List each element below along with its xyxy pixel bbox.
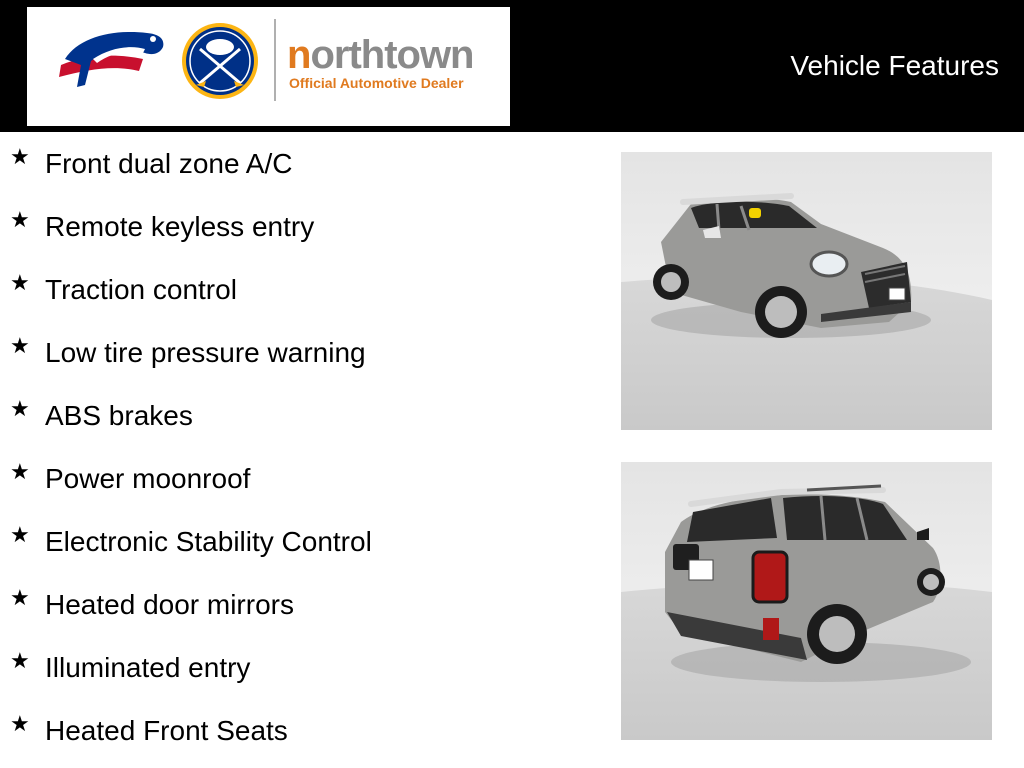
feature-label: Front dual zone A/C (45, 148, 293, 179)
northtown-wordmark (287, 35, 474, 75)
logo-divider (274, 19, 276, 101)
buffalo-bills-logo (55, 25, 167, 97)
feature-label: Heated Front Seats (45, 715, 288, 746)
northtown-wordmark-initial: n (287, 33, 311, 77)
feature-label: Illuminated entry (45, 652, 251, 683)
feature-item (0, 321, 600, 384)
vehicle-front-illustration (621, 152, 992, 430)
star-icon: ★ (10, 270, 30, 295)
buffalo-sabres-logo (180, 21, 260, 101)
page-title: Vehicle Features (790, 50, 999, 81)
dealer-logo-banner (27, 7, 510, 126)
vehicle-rear-photo (621, 462, 992, 740)
header-bar (0, 0, 1024, 132)
feature-label: Traction control (45, 274, 237, 305)
northtown-wordmark-rest: orthtown (310, 33, 474, 77)
vehicle-rear-illustration (621, 462, 992, 740)
feature-label: Power moonroof (45, 463, 251, 494)
star-icon: ★ (10, 648, 30, 673)
feature-label: ABS brakes (45, 400, 193, 431)
feature-list (0, 132, 600, 762)
feature-item (0, 447, 600, 510)
star-icon: ★ (10, 396, 30, 421)
star-icon: ★ (10, 711, 30, 736)
feature-label: Electronic Stability Control (45, 526, 372, 557)
feature-item (0, 384, 600, 447)
star-icon: ★ (10, 459, 30, 484)
feature-label: Remote keyless entry (45, 211, 315, 242)
star-icon: ★ (10, 333, 30, 358)
star-icon: ★ (10, 144, 30, 169)
feature-item (0, 699, 600, 762)
dealer-tagline: Official Automotive Dealer (289, 75, 464, 91)
star-icon: ★ (10, 522, 30, 547)
star-icon: ★ (10, 585, 30, 610)
star-icon: ★ (10, 207, 30, 232)
feature-label: Low tire pressure warning (45, 337, 366, 368)
feature-item (0, 510, 600, 573)
feature-label: Heated door mirrors (45, 589, 294, 620)
feature-item (0, 636, 600, 699)
feature-item (0, 132, 600, 195)
vehicle-front-photo (621, 152, 992, 430)
feature-item (0, 573, 600, 636)
feature-item (0, 258, 600, 321)
feature-item (0, 195, 600, 258)
